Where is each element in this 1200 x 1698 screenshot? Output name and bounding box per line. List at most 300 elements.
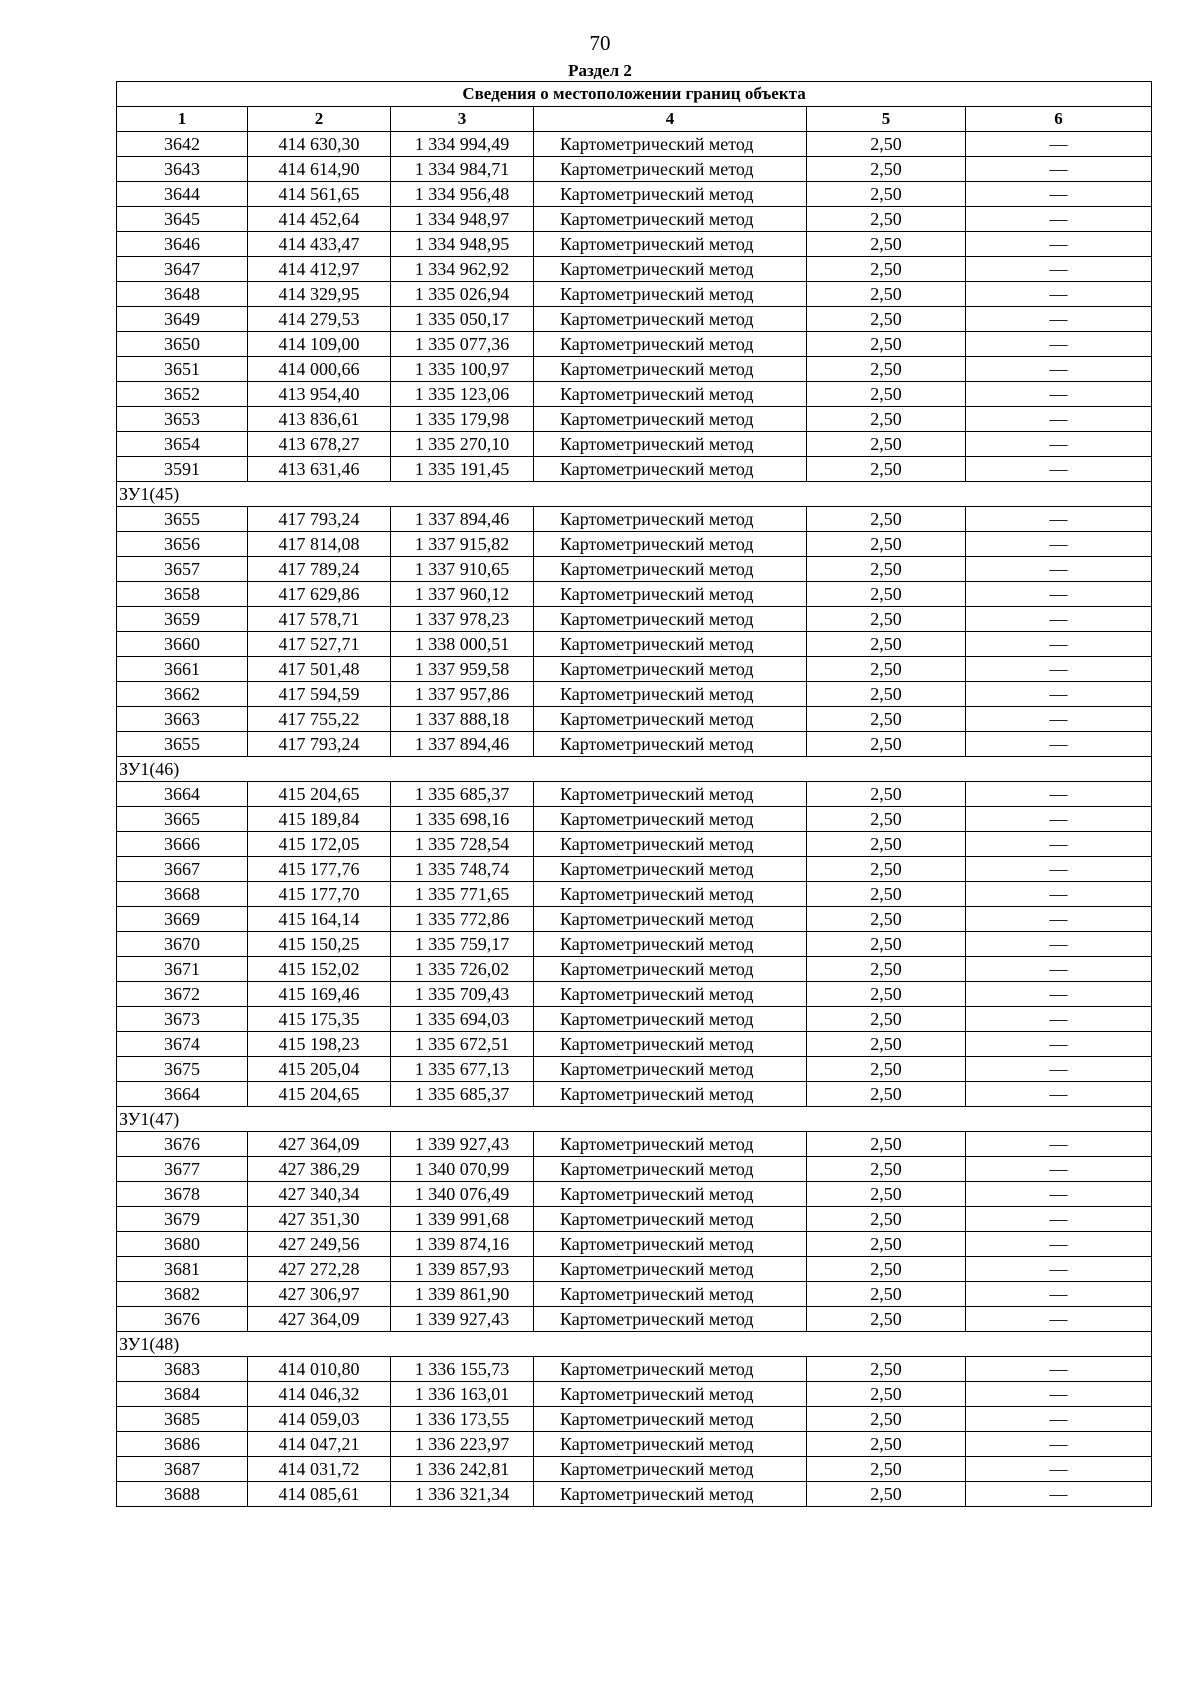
table-cell: 1 335 191,45 (391, 457, 534, 482)
table-cell: 414 412,97 (248, 257, 391, 282)
table-cell: — (966, 607, 1152, 632)
table-cell: 427 272,28 (248, 1257, 391, 1282)
table-row (117, 1382, 1152, 1407)
table-cell: 2,50 (807, 732, 966, 757)
table-cell: 1 335 077,36 (391, 332, 534, 357)
table-cell: 1 335 772,86 (391, 907, 534, 932)
table-cell: — (966, 1207, 1152, 1232)
table-title: Сведения о местоположении границ объекта (117, 82, 1152, 107)
table-row (117, 557, 1152, 582)
table-cell: 1 335 026,94 (391, 282, 534, 307)
table-cell: 3682 (117, 1282, 248, 1307)
table-cell: 427 364,09 (248, 1132, 391, 1157)
table-cell: — (966, 882, 1152, 907)
table-cell: 1 335 677,13 (391, 1057, 534, 1082)
table-cell: — (966, 357, 1152, 382)
table-cell: 2,50 (807, 557, 966, 582)
table-cell: 1 335 726,02 (391, 957, 534, 982)
table-cell: 1 336 321,34 (391, 1482, 534, 1507)
table-cell: 415 152,02 (248, 957, 391, 982)
table-cell: 414 031,72 (248, 1457, 391, 1482)
table-cell: 3666 (117, 832, 248, 857)
column-header: 2 (248, 107, 391, 132)
table-cell: 3676 (117, 1307, 248, 1332)
table-cell: 3652 (117, 382, 248, 407)
table-cell: 3674 (117, 1032, 248, 1057)
table-cell: — (966, 1482, 1152, 1507)
table-cell: 3648 (117, 282, 248, 307)
table-cell: Картометрический метод (534, 1382, 807, 1407)
table-cell: Картометрический метод (534, 1182, 807, 1207)
table-row (117, 307, 1152, 332)
table-cell: 427 351,30 (248, 1207, 391, 1232)
table-cell: 1 336 173,55 (391, 1407, 534, 1432)
table-row (117, 932, 1152, 957)
table-cell: 3686 (117, 1432, 248, 1457)
table-cell: 2,50 (807, 1232, 966, 1257)
table-cell: — (966, 1182, 1152, 1207)
table-row (117, 832, 1152, 857)
table-cell: 3673 (117, 1007, 248, 1032)
table-row (117, 632, 1152, 657)
table-cell: Картометрический метод (534, 132, 807, 157)
table-cell: 3663 (117, 707, 248, 732)
table-cell: Картометрический метод (534, 932, 807, 957)
table-cell: — (966, 807, 1152, 832)
table-cell: Картометрический метод (534, 1357, 807, 1382)
table-cell: Картометрический метод (534, 1032, 807, 1057)
table-row (117, 1357, 1152, 1382)
table-cell: 2,50 (807, 1382, 966, 1407)
table-cell: 2,50 (807, 382, 966, 407)
table-cell: 417 814,08 (248, 532, 391, 557)
table-cell: 3664 (117, 1082, 248, 1107)
table-cell: 1 336 155,73 (391, 1357, 534, 1382)
table-row (117, 432, 1152, 457)
table-row (117, 457, 1152, 482)
table-cell: — (966, 207, 1152, 232)
table-body (117, 132, 1152, 1507)
table-cell: Картометрический метод (534, 382, 807, 407)
table-cell: 2,50 (807, 357, 966, 382)
table-cell: — (966, 782, 1152, 807)
table-cell: 417 501,48 (248, 657, 391, 682)
table-cell: 417 755,22 (248, 707, 391, 732)
table-cell: 3654 (117, 432, 248, 457)
table-row (117, 807, 1152, 832)
table-cell: Картометрический метод (534, 1257, 807, 1282)
table-cell: 2,50 (807, 632, 966, 657)
table-cell: Картометрический метод (534, 807, 807, 832)
table-cell: — (966, 982, 1152, 1007)
table-cell: 3688 (117, 1482, 248, 1507)
table-cell: 1 335 759,17 (391, 932, 534, 957)
table-cell: 414 561,65 (248, 182, 391, 207)
table-cell: 2,50 (807, 457, 966, 482)
table-cell: — (966, 1132, 1152, 1157)
table-cell: 2,50 (807, 582, 966, 607)
group-label: ЗУ1(48) (117, 1332, 1152, 1357)
table-cell: 2,50 (807, 1182, 966, 1207)
table-cell: 1 337 960,12 (391, 582, 534, 607)
table-cell: Картометрический метод (534, 557, 807, 582)
table-cell: 1 339 861,90 (391, 1282, 534, 1307)
table-cell: 2,50 (807, 1257, 966, 1282)
table-cell: 2,50 (807, 207, 966, 232)
table-cell: 2,50 (807, 1307, 966, 1332)
table-cell: 415 205,04 (248, 1057, 391, 1082)
table-cell: Картометрический метод (534, 432, 807, 457)
table-cell: 3645 (117, 207, 248, 232)
table-cell: 3668 (117, 882, 248, 907)
table-cell: — (966, 1157, 1152, 1182)
column-header: 4 (534, 107, 807, 132)
table-cell: Картометрический метод (534, 157, 807, 182)
table-cell: 427 306,97 (248, 1282, 391, 1307)
table-cell: 3646 (117, 232, 248, 257)
table-cell: 2,50 (807, 1132, 966, 1157)
table-cell: — (966, 382, 1152, 407)
table-cell: Картометрический метод (534, 1482, 807, 1507)
table-cell: Картометрический метод (534, 1057, 807, 1082)
table-cell: Картометрический метод (534, 857, 807, 882)
table-cell: 3659 (117, 607, 248, 632)
table-cell: Картометрический метод (534, 682, 807, 707)
table-row (117, 1307, 1152, 1332)
table-cell: 2,50 (807, 982, 966, 1007)
table-cell: 2,50 (807, 1457, 966, 1482)
table-cell: 1 337 894,46 (391, 732, 534, 757)
table-cell: 2,50 (807, 257, 966, 282)
table-cell: Картометрический метод (534, 782, 807, 807)
table-cell: 1 337 888,18 (391, 707, 534, 732)
table-row (117, 207, 1152, 232)
table-row (117, 732, 1152, 757)
group-header-row (117, 1107, 1152, 1132)
table-cell: 415 177,76 (248, 857, 391, 882)
table-cell: 2,50 (807, 882, 966, 907)
table-cell: 415 169,46 (248, 982, 391, 1007)
table-cell: 1 335 694,03 (391, 1007, 534, 1032)
table-cell: 3649 (117, 307, 248, 332)
table-cell: 3658 (117, 582, 248, 607)
table-cell: 2,50 (807, 1032, 966, 1057)
group-header-row (117, 757, 1152, 782)
table-cell: 3655 (117, 507, 248, 532)
table-cell: 1 335 685,37 (391, 1082, 534, 1107)
table-cell: Картометрический метод (534, 707, 807, 732)
table-cell: 1 340 070,99 (391, 1157, 534, 1182)
table-cell: — (966, 1232, 1152, 1257)
table-cell: 1 337 978,23 (391, 607, 534, 632)
table-row (117, 332, 1152, 357)
table-cell: Картометрический метод (534, 457, 807, 482)
table-cell: 2,50 (807, 1282, 966, 1307)
table-cell: 1 335 698,16 (391, 807, 534, 832)
table-cell: 1 337 959,58 (391, 657, 534, 682)
table-cell: 2,50 (807, 832, 966, 857)
table-cell: — (966, 707, 1152, 732)
table-cell: 3681 (117, 1257, 248, 1282)
table-cell: Картометрический метод (534, 882, 807, 907)
table-cell: — (966, 457, 1152, 482)
table-row (117, 657, 1152, 682)
table-cell: 1 335 685,37 (391, 782, 534, 807)
table-cell: — (966, 132, 1152, 157)
table-cell: — (966, 557, 1152, 582)
table-cell: Картометрический метод (534, 1082, 807, 1107)
table-row (117, 882, 1152, 907)
table-cell: 415 175,35 (248, 1007, 391, 1032)
table-cell: 2,50 (807, 657, 966, 682)
table-row (117, 1182, 1152, 1207)
table-row (117, 1057, 1152, 1082)
table-cell: 2,50 (807, 507, 966, 532)
table-cell: 3687 (117, 1457, 248, 1482)
table-cell: Картометрический метод (534, 257, 807, 282)
table-cell: 427 340,34 (248, 1182, 391, 1207)
table-cell: Картометрический метод (534, 182, 807, 207)
table-cell: 2,50 (807, 782, 966, 807)
table-cell: 2,50 (807, 907, 966, 932)
table-row (117, 1132, 1152, 1157)
group-label: ЗУ1(45) (117, 482, 1152, 507)
table-cell: 3665 (117, 807, 248, 832)
table-row (117, 532, 1152, 557)
table-cell: 2,50 (807, 682, 966, 707)
table-cell: 1 335 179,98 (391, 407, 534, 432)
table-cell: 1 335 050,17 (391, 307, 534, 332)
table-cell: 3650 (117, 332, 248, 357)
table-cell: 1 335 748,74 (391, 857, 534, 882)
table-cell: 2,50 (807, 232, 966, 257)
table-row (117, 1207, 1152, 1232)
table-cell: — (966, 1357, 1152, 1382)
table-cell: 2,50 (807, 132, 966, 157)
table-row (117, 1257, 1152, 1282)
table-cell: 3657 (117, 557, 248, 582)
table-row (117, 1032, 1152, 1057)
table-cell: 2,50 (807, 1482, 966, 1507)
boundary-table (116, 81, 1152, 1507)
table-cell: 2,50 (807, 282, 966, 307)
table-cell: 2,50 (807, 1207, 966, 1232)
table-cell: 414 046,32 (248, 1382, 391, 1407)
table-cell: 415 189,84 (248, 807, 391, 832)
table-cell: 2,50 (807, 607, 966, 632)
table-row (117, 157, 1152, 182)
table-row (117, 1407, 1152, 1432)
table-row (117, 582, 1152, 607)
group-label: ЗУ1(47) (117, 1107, 1152, 1132)
table-cell: 1 334 994,49 (391, 132, 534, 157)
table-cell: 1 340 076,49 (391, 1182, 534, 1207)
column-header-row (117, 107, 1152, 132)
table-cell: 3656 (117, 532, 248, 557)
table-row (117, 357, 1152, 382)
table-cell: 427 364,09 (248, 1307, 391, 1332)
table-cell: 2,50 (807, 1082, 966, 1107)
table-cell: 414 047,21 (248, 1432, 391, 1457)
table-cell: 417 594,59 (248, 682, 391, 707)
column-header: 5 (807, 107, 966, 132)
table-cell: 1 334 984,71 (391, 157, 534, 182)
table-cell: 415 164,14 (248, 907, 391, 932)
table-cell: Картометрический метод (534, 957, 807, 982)
table-cell: 415 172,05 (248, 832, 391, 857)
table-cell: 2,50 (807, 957, 966, 982)
table-cell: Картометрический метод (534, 1457, 807, 1482)
table-cell: 2,50 (807, 807, 966, 832)
table-cell: 414 630,30 (248, 132, 391, 157)
table-cell: Картометрический метод (534, 507, 807, 532)
table-row (117, 507, 1152, 532)
table-cell: 3670 (117, 932, 248, 957)
table-cell: 2,50 (807, 307, 966, 332)
table-cell: 1 337 910,65 (391, 557, 534, 582)
table-cell: 427 249,56 (248, 1232, 391, 1257)
table-cell: 3660 (117, 632, 248, 657)
column-header: 1 (117, 107, 248, 132)
table-cell: — (966, 857, 1152, 882)
table-cell: 1 335 728,54 (391, 832, 534, 857)
table-cell: Картометрический метод (534, 1407, 807, 1432)
table-row (117, 1482, 1152, 1507)
column-header: 6 (966, 107, 1152, 132)
table-cell: — (966, 1257, 1152, 1282)
table-cell: 3685 (117, 1407, 248, 1432)
table-cell: — (966, 957, 1152, 982)
table-cell: 2,50 (807, 1057, 966, 1082)
table-cell: — (966, 932, 1152, 957)
table-cell: 3672 (117, 982, 248, 1007)
table-cell: — (966, 832, 1152, 857)
table-cell: Картометрический метод (534, 407, 807, 432)
table-cell: 413 954,40 (248, 382, 391, 407)
table-cell: 2,50 (807, 932, 966, 957)
table-cell: — (966, 532, 1152, 557)
table-cell: — (966, 1032, 1152, 1057)
table-cell: 2,50 (807, 857, 966, 882)
table-cell: Картометрический метод (534, 582, 807, 607)
table-cell: Картометрический метод (534, 307, 807, 332)
table-cell: 1 334 956,48 (391, 182, 534, 207)
group-label: ЗУ1(46) (117, 757, 1152, 782)
table-cell: 3677 (117, 1157, 248, 1182)
table-cell: 1 334 948,95 (391, 232, 534, 257)
table-cell: 414 109,00 (248, 332, 391, 357)
table-row (117, 382, 1152, 407)
table-cell: 1 339 991,68 (391, 1207, 534, 1232)
table-cell: 3662 (117, 682, 248, 707)
table-title-row (117, 82, 1152, 107)
table-row (117, 1457, 1152, 1482)
table-cell: — (966, 1282, 1152, 1307)
table-cell: Картометрический метод (534, 1007, 807, 1032)
table-cell: 417 629,86 (248, 582, 391, 607)
table-cell: 2,50 (807, 532, 966, 557)
table-cell: 1 335 100,97 (391, 357, 534, 382)
table-cell: 1 339 874,16 (391, 1232, 534, 1257)
table-cell: 2,50 (807, 1357, 966, 1382)
table-row (117, 782, 1152, 807)
table-cell: 414 010,80 (248, 1357, 391, 1382)
table-cell: 414 433,47 (248, 232, 391, 257)
table-cell: 2,50 (807, 1432, 966, 1457)
table-cell: Картометрический метод (534, 532, 807, 557)
table-row (117, 182, 1152, 207)
table-cell: 3642 (117, 132, 248, 157)
table-cell: 2,50 (807, 157, 966, 182)
table-row (117, 707, 1152, 732)
table-row (117, 607, 1152, 632)
table-cell: Картометрический метод (534, 1132, 807, 1157)
table-cell: — (966, 307, 1152, 332)
table-cell: — (966, 1382, 1152, 1407)
table-cell: 1 335 123,06 (391, 382, 534, 407)
table-row (117, 907, 1152, 932)
table-cell: 417 578,71 (248, 607, 391, 632)
table-cell: 414 085,61 (248, 1482, 391, 1507)
table-row (117, 1157, 1152, 1182)
table-row (117, 682, 1152, 707)
table-row (117, 857, 1152, 882)
table-cell: 3647 (117, 257, 248, 282)
table-cell: 2,50 (807, 332, 966, 357)
table-cell: 3675 (117, 1057, 248, 1082)
table-cell: 3678 (117, 1182, 248, 1207)
table-cell: Картометрический метод (534, 282, 807, 307)
table-cell: Картометрический метод (534, 632, 807, 657)
table-cell: — (966, 407, 1152, 432)
table-cell: — (966, 1082, 1152, 1107)
table-cell: — (966, 632, 1152, 657)
table-cell: 2,50 (807, 432, 966, 457)
table-cell: 415 198,23 (248, 1032, 391, 1057)
table-cell: 1 337 957,86 (391, 682, 534, 707)
table-cell: Картометрический метод (534, 907, 807, 932)
table-row (117, 407, 1152, 432)
table-cell: — (966, 282, 1152, 307)
table-cell: 414 279,53 (248, 307, 391, 332)
table-row (117, 282, 1152, 307)
table-cell: 414 329,95 (248, 282, 391, 307)
table-cell: Картометрический метод (534, 1207, 807, 1232)
table-cell: 2,50 (807, 1407, 966, 1432)
table-cell: — (966, 332, 1152, 357)
table-cell: 3683 (117, 1357, 248, 1382)
table-cell: 415 177,70 (248, 882, 391, 907)
group-header-row (117, 482, 1152, 507)
table-cell: 2,50 (807, 407, 966, 432)
table-cell: 3679 (117, 1207, 248, 1232)
table-cell: Картометрический метод (534, 1232, 807, 1257)
table-cell: Картометрический метод (534, 732, 807, 757)
table-cell: — (966, 1432, 1152, 1457)
table-cell: 1 336 242,81 (391, 1457, 534, 1482)
table-row (117, 257, 1152, 282)
table-row (117, 1007, 1152, 1032)
table-cell: 414 000,66 (248, 357, 391, 382)
table-cell: 2,50 (807, 1157, 966, 1182)
table-cell: Картометрический метод (534, 1432, 807, 1457)
section-title: Раздел 2 (568, 61, 632, 80)
table-cell: 1 339 857,93 (391, 1257, 534, 1282)
table-cell: Картометрический метод (534, 1157, 807, 1182)
table-cell: Картометрический метод (534, 232, 807, 257)
table-cell: 3661 (117, 657, 248, 682)
table-cell: 417 789,24 (248, 557, 391, 582)
